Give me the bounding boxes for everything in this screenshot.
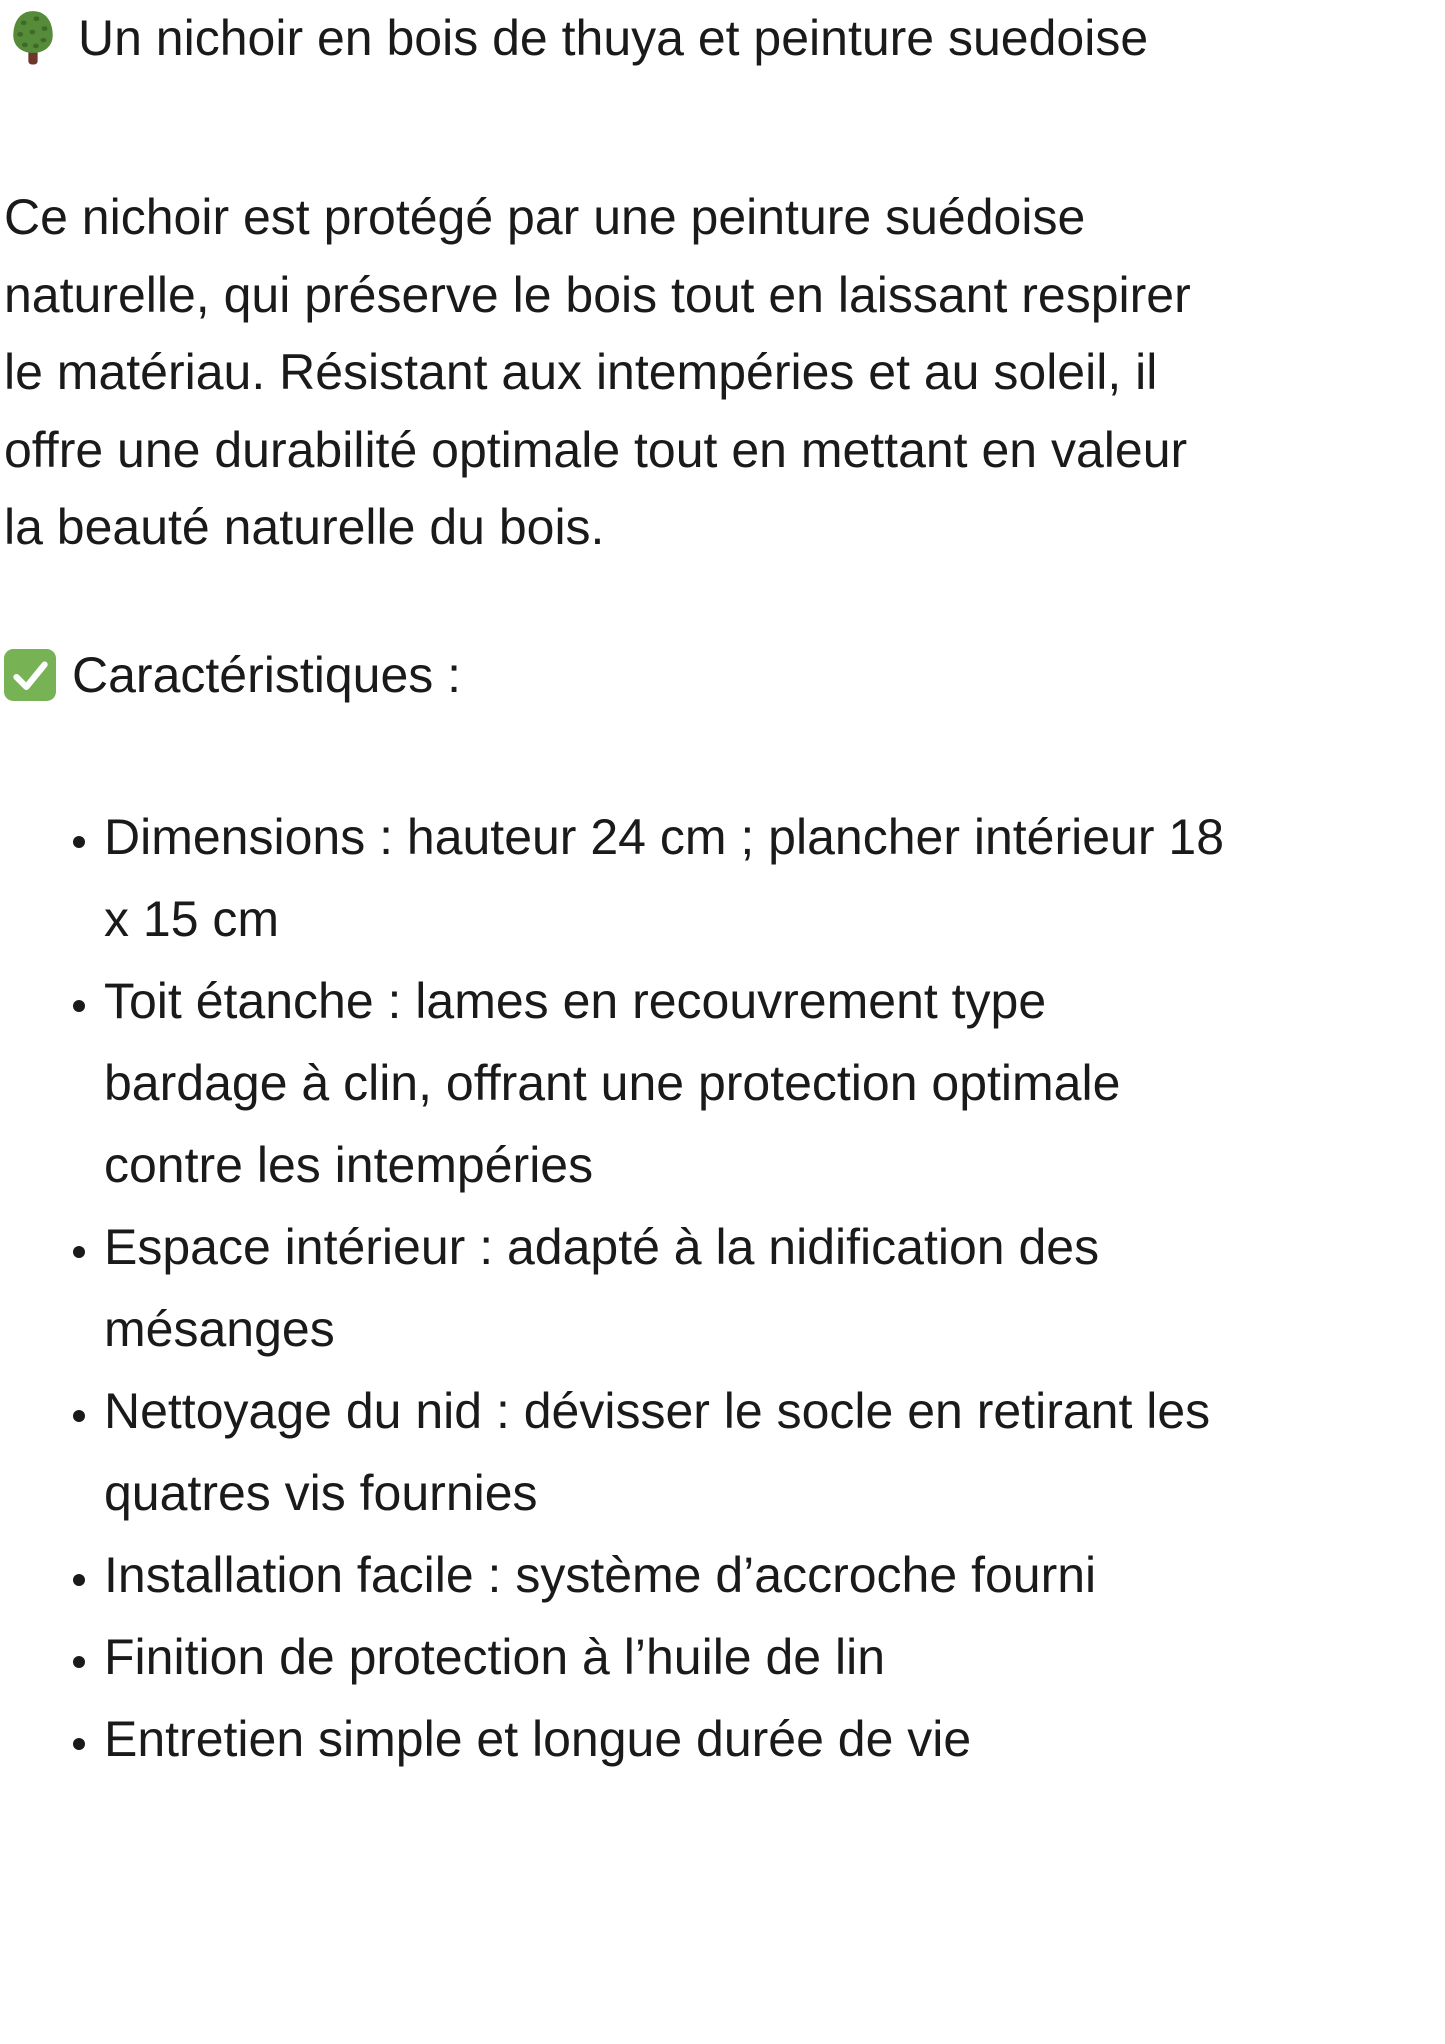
feature-item: • Nettoyage du nid : dévisser le socle en retirant les quatres vis fournies [104,1370,1236,1534]
features-list [4,796,1236,1780]
feature-item: • Entretien simple et longue durée de vie [104,1698,1236,1780]
intro-paragraph: Ce nichoir est protégé par une peinture suédoise naturelle, qui préserve le bois tout en laissant respirer le matériau. Résistant aux intempéries et au soleil, il offre une durabilité optimale tout en mettant en valeur la beauté naturelle du bois. [4,189,1191,555]
features-heading [4,643,1405,708]
feature-item: • Espace intérieur : adapté à la nidification des mésanges [104,1206,1236,1370]
feature-item: • Toit étanche : lames en recouvrement type bardage à clin, offrant une protection optimale contre les intempéries [104,960,1236,1206]
feature-item: • Installation facile : système d’accroche fourni [104,1534,1236,1616]
page-title [4,6,1405,71]
check-icon [4,649,56,701]
features-heading-text: Caractéristiques : [72,646,462,703]
tree-icon [4,8,62,70]
page-title-text: Un nichoir en bois de thuya et peinture suedoise [78,10,1149,66]
feature-item: • Finition de protection à l’huile de lin [104,1616,1236,1698]
feature-item: • Dimensions : hauteur 24 cm ; plancher intérieur 18 x 15 cm [104,796,1236,960]
